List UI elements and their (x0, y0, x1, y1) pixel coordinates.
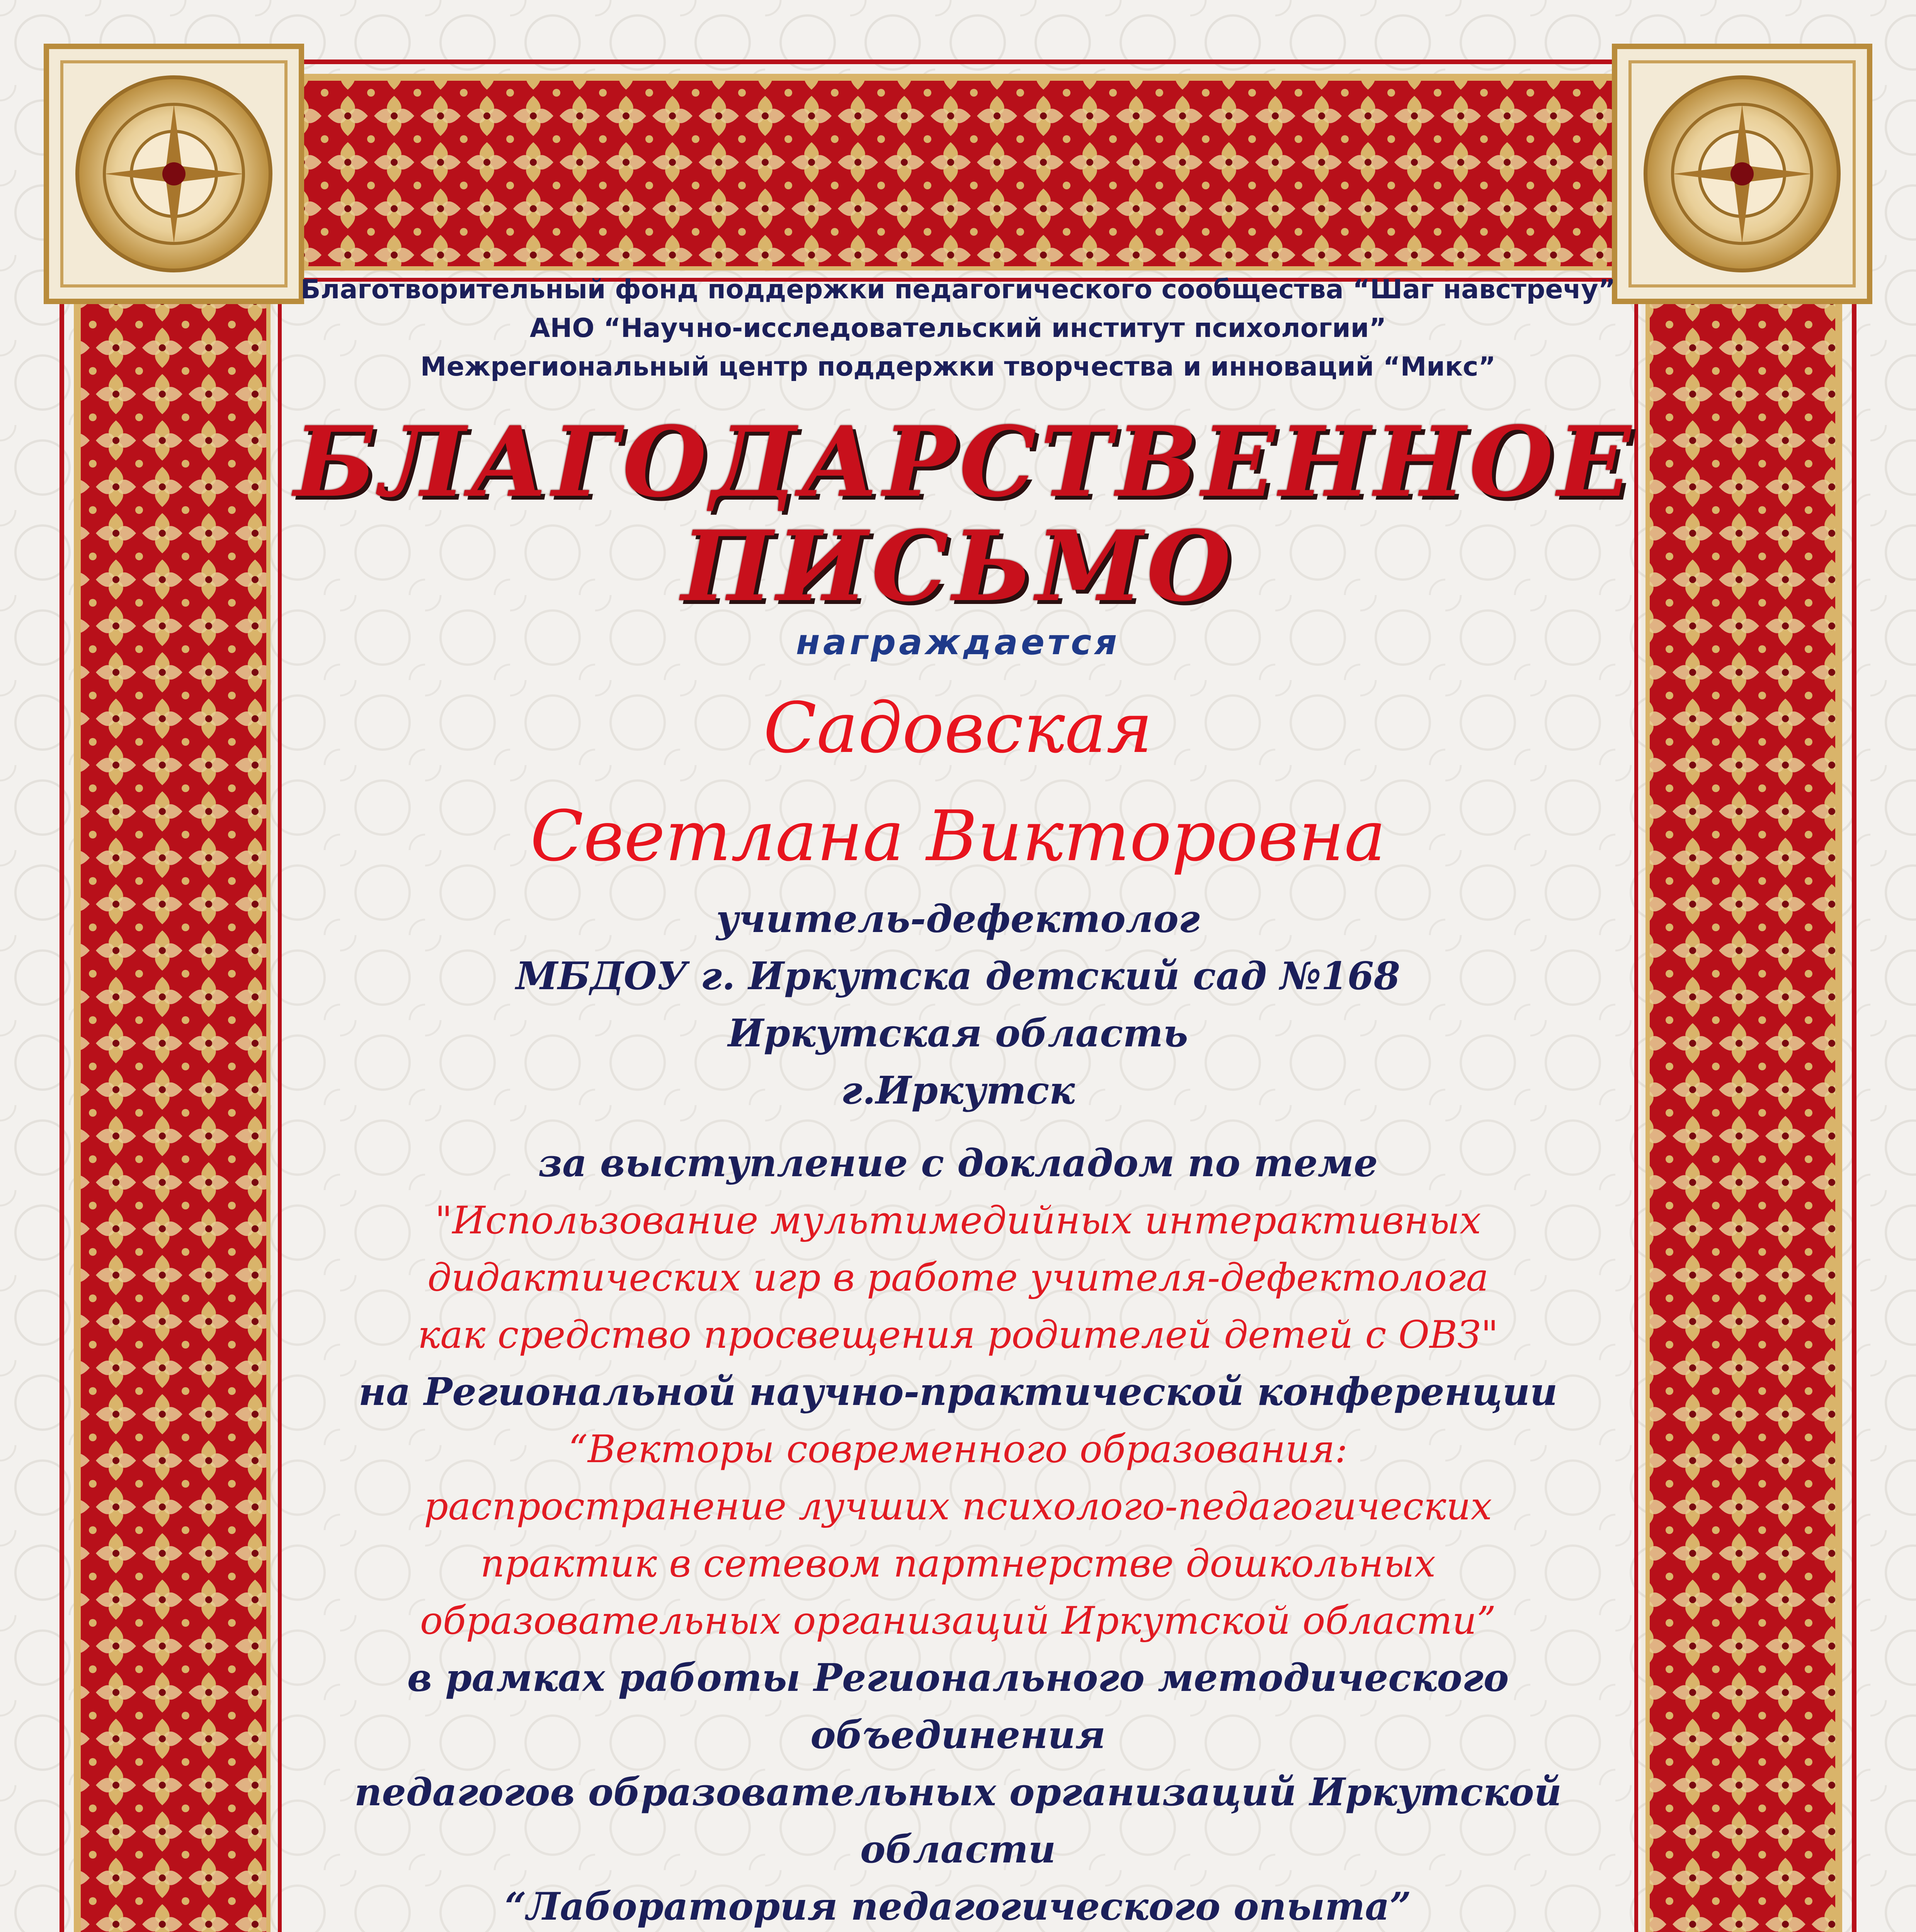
position-block (294, 891, 1622, 1119)
header-line-center: Межрегиональный центр поддержки творчества и инноваций “Микс” (420, 352, 1496, 382)
header-line-foundation: Благотворительный фонд поддержки педагогического сообщества “Шаг навстречу” (300, 274, 1616, 305)
body-block (294, 1135, 1622, 1932)
topic-line: как средство просвещения родителей детей с ОВЗ" (417, 1313, 1499, 1357)
position-line: Иркутская область (728, 1011, 1188, 1056)
framework-line: педагогов образовательных организаций Иркутской области (354, 1770, 1562, 1872)
position-line: МБДОУ г. Иркутска детский сад №168 (516, 954, 1400, 998)
topic-line: дидактических игр в работе учителя-дефектолога (427, 1256, 1489, 1300)
conference-line: образовательных организаций Иркутской области” (420, 1599, 1496, 1643)
conference-intro: на Региональной научно-практической конференции (358, 1370, 1558, 1414)
conference-line: практик в сетевом партнерстве дошкольных (480, 1542, 1436, 1586)
framework-line: “Лаборатория педагогического опыта” (504, 1884, 1412, 1929)
document-title-line1: БЛАГОДАРСТВЕННОЕ (294, 405, 1635, 519)
framework-line: в рамках работы Регионального методического объединения (407, 1656, 1509, 1757)
header-line-institute: АНО “Научно-исследовательский институт психологии” (529, 313, 1387, 344)
header-block (294, 270, 1622, 386)
conference-line: “Векторы современного образования: (568, 1427, 1348, 1471)
body-intro: за выступление с докладом по теме (538, 1141, 1378, 1185)
document-title-line2: ПИСЬМО (681, 509, 1235, 623)
recipient-given-names: Светлана Викторовна (530, 796, 1386, 877)
position-line: г.Иркутск (841, 1068, 1075, 1113)
position-line: учитель-дефектолог (716, 897, 1200, 941)
conference-line: распространение лучших психолого-педагогических (424, 1485, 1492, 1529)
letter-content (294, 270, 1635, 1932)
awarded-label: награждается (796, 622, 1120, 663)
topic-line: "Использование мультимедийных интерактивных (435, 1199, 1481, 1243)
recipient-surname: Садовская (763, 688, 1153, 769)
